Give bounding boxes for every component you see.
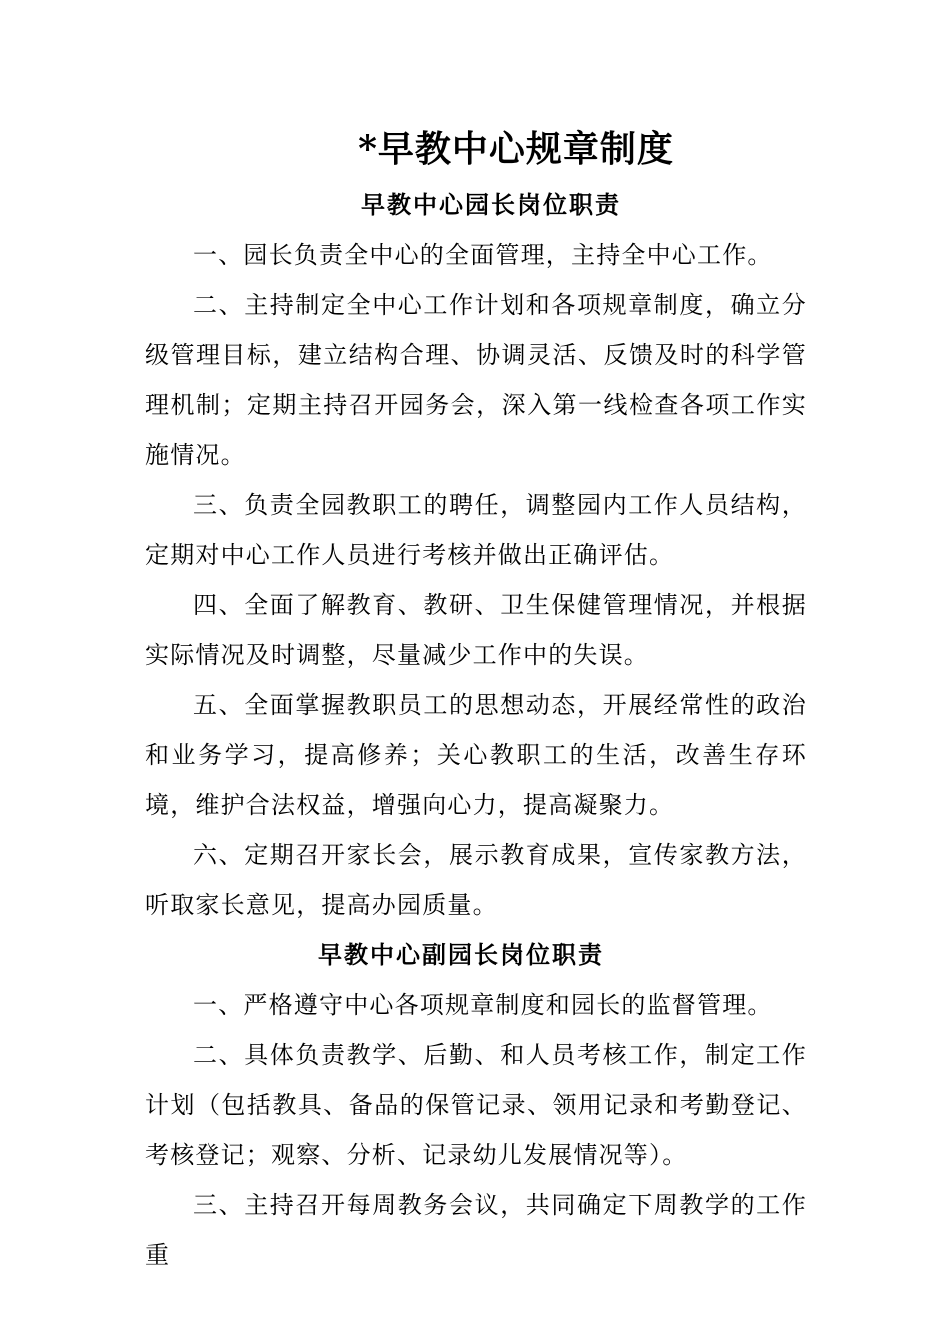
document-page [145, 118, 807, 1280]
section-deputy-director-duties [145, 930, 807, 1280]
section-heading: 早教中心园长岗位职责 [361, 190, 621, 219]
paragraph: 三、主持召开每周教务会议，共同确定下周教学的工作重 [145, 1191, 807, 1269]
paragraph: 三、负责全园教职工的聘任，调整园内工作人员结构，定期对中心工作人员进行考核并做出正确评估。 [145, 491, 807, 569]
document-title: *早教中心规章制度 [358, 128, 674, 170]
paragraph: 二、主持制定全中心工作计划和各项规章制度，确立分级管理目标，建立结构合理、协调灵活、反馈及时的科学管理机制；定期主持召开园务会，深入第一线检查各项工作实施情况。 [145, 291, 807, 469]
paragraph: 四、全面了解教育、教研、卫生保健管理情况，并根据实际情况及时调整，尽量减少工作中的失误。 [145, 591, 807, 669]
paragraph: 一、严格遵守中心各项规章制度和园长的监督管理。 [193, 991, 773, 1019]
paragraph: 五、全面掌握教职员工的思想动态，开展经常性的政治和业务学习，提高修养；关心教职工的生活，改善生存环境，维护合法权益，增强向心力，提高凝聚力。 [145, 691, 807, 819]
paragraph: 二、具体负责教学、后勤、和人员考核工作，制定工作计划（包括教具、备品的保管记录、领用记录和考勤登记、考核登记；观察、分析、记录幼儿发展情况等）。 [145, 1041, 807, 1169]
section-heading: 早教中心副园长岗位职责 [318, 940, 604, 969]
section-director-duties [145, 180, 807, 930]
paragraph: 六、定期召开家长会，展示教育成果，宣传家教方法，听取家长意见，提高办园质量。 [145, 841, 807, 919]
paragraph: 一、园长负责全中心的全面管理，主持全中心工作。 [193, 241, 773, 269]
